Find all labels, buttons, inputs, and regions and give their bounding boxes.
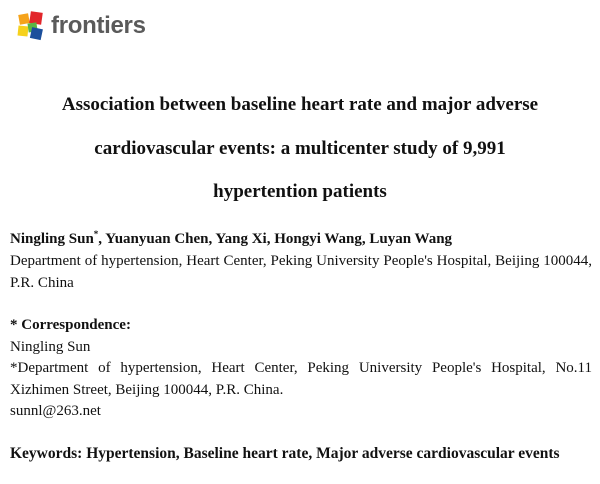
author-list (10, 229, 592, 251)
correspondence-address: *Department of hypertension, Heart Center, Peking University People's Hospital, No.11 Xizhimen Street, Beijing 100044, P.R. China. (10, 360, 592, 398)
logo-square-yellow (18, 26, 29, 37)
frontiers-logo (16, 9, 146, 43)
logo-square-orange (18, 13, 30, 25)
correspondence-heading: * Correspondence: (10, 317, 131, 333)
correspondence-email[interactable]: sunnl@263.net (10, 403, 101, 419)
title-line-1: Association between baseline heart rate and major adverse (61, 94, 539, 115)
corresponding-mark: * (93, 229, 99, 239)
title-line-2: cardiovascular events: a multicenter study of 9,991 (94, 137, 506, 159)
affiliation: Department of hypertension, Heart Center, Peking University People's Hospital, Beijing 100044, P.R. China (10, 253, 592, 291)
keywords: Keywords: Hypertension, Baseline heart rate, Major adverse cardiovascular events (10, 445, 560, 462)
frontiers-cube-logo-icon (16, 11, 46, 41)
logo-square-blue (30, 27, 43, 40)
co-authors: , Yuanyuan Chen, Yang Xi, Hongyi Wang, Luyan Wang (98, 231, 453, 247)
title-line-3: hypertention patients (213, 181, 387, 202)
correspondence-name: Ningling Sun (10, 339, 91, 355)
corresponding-author: Ningling Sun (10, 231, 94, 247)
frontiers-wordmark: frontiers (51, 12, 146, 39)
paper-title (20, 83, 580, 214)
